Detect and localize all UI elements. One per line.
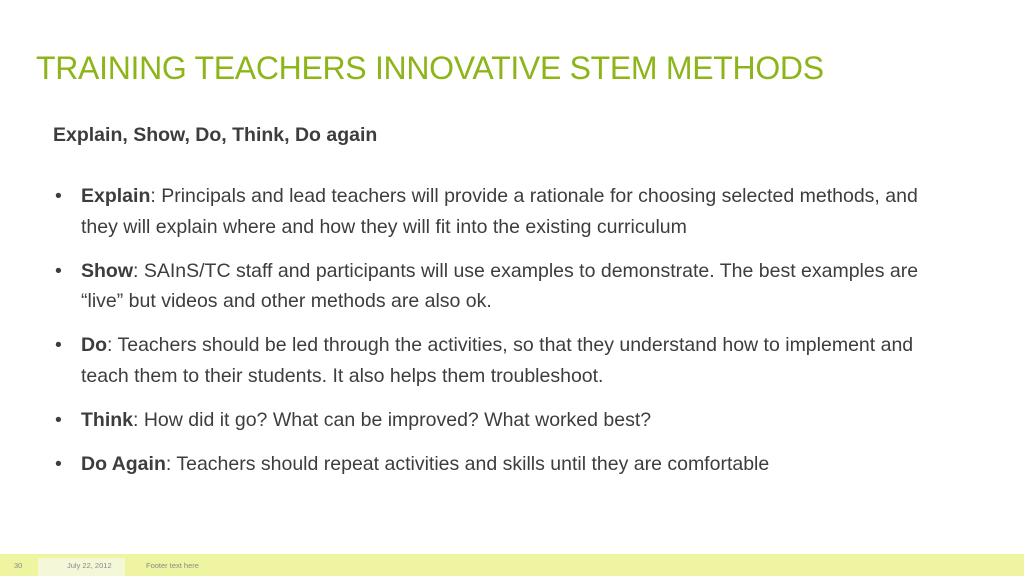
bullet-do [53,330,953,391]
bullet-term: Show [81,259,133,282]
slide-title: TRAINING TEACHERS INNOVATIVE STEM METHODS [36,50,824,86]
footer-date: July 22, 2012 [67,561,112,570]
bullet-list [53,181,953,493]
bullet-text: : Teachers should be led through the activities, so that they understand how to implement and teach them to their students. It also helps them troubleshoot. [81,334,914,387]
bullet-term: Do Again [81,452,166,475]
bullet-dot-icon: • [55,185,62,207]
bullet-dot-icon: • [55,452,62,475]
bullet-dot-icon: • [55,259,62,282]
bullet-dot-icon: • [55,408,62,431]
slide-subtitle: Explain, Show, Do, Think, Do again [53,124,378,146]
bullet-text: : Principals and lead teachers will provide a rationale for choosing selected methods, and they will explain where and how they will fit into the existing curriculum [81,185,918,238]
bullet-do-again [53,449,953,480]
footer-text: Footer text here [146,561,199,570]
bullet-explain [53,181,953,242]
page-number: 30 [14,561,23,570]
bullet-text: : Teachers should repeat activities and skills until they are comfortable [165,452,770,475]
bullet-term: Think [81,408,133,431]
bullet-text: : SAInS/TC staff and participants will use examples to demonstrate. The best examples are “live” but videos and other methods are also ok. [81,259,919,312]
bullet-show [53,256,953,317]
bullet-text: : How did it go? What can be improved? What worked best? [133,408,652,431]
bullet-term: Do [81,334,107,356]
bullet-dot-icon: • [55,334,62,356]
bullet-think [53,405,953,436]
bullet-term: Explain [81,185,151,207]
